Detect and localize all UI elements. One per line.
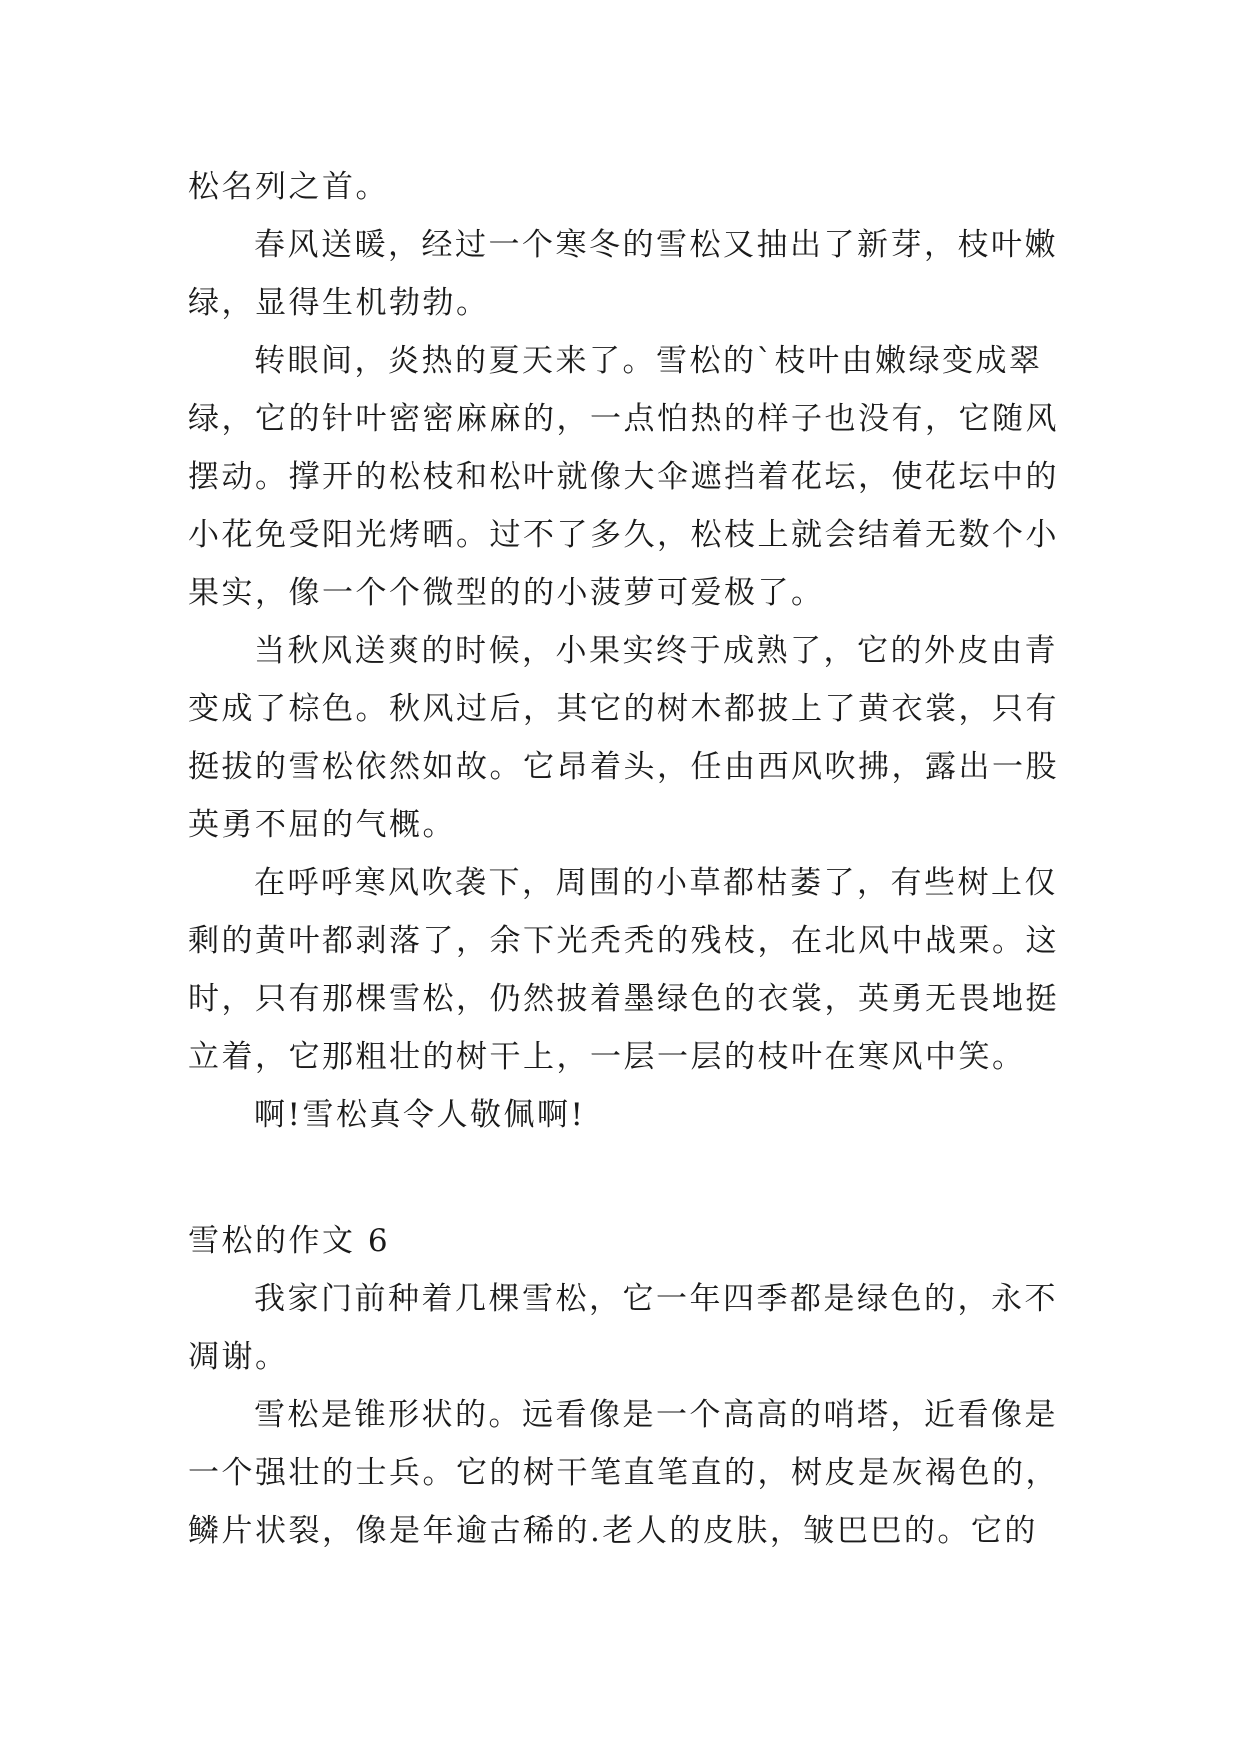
text-line: 英勇不屈的气概。 (188, 807, 456, 843)
paragraph-start-line: 当秋风送爽的时候，小果实终于成熟了，它的外皮由青 (254, 633, 1058, 669)
text-line: 剩的黄叶都剥落了，余下光秃秃的残枝，在北风中战栗。这 (188, 923, 1059, 959)
text-line: 一个强壮的士兵。它的树干笔直笔直的，树皮是灰褐色的， (188, 1455, 1059, 1491)
text-line: 绿，它的针叶密密麻麻的，一点怕热的样子也没有，它随风 (188, 401, 1059, 437)
paragraph-start-line: 春风送暖，经过一个寒冬的雪松又抽出了新芽，枝叶嫩 (254, 227, 1058, 263)
paragraph-start-line: 雪松是锥形状的。远看像是一个高高的哨塔，近看像是 (254, 1397, 1058, 1433)
text-line: 松名列之首。 (188, 169, 389, 205)
text-line: 挺拔的雪松依然如故。它昂着头，任由西风吹拂，露出一股 (188, 749, 1059, 785)
text-line: 小花免受阳光烤晒。过不了多久，松枝上就会结着无数个小 (188, 517, 1059, 553)
text-line: 立着，它那粗壮的树干上，一层一层的枝叶在寒风中笑。 (188, 1039, 1026, 1075)
text-line: 摆动。撑开的松枝和松叶就像大伞遮挡着花坛，使花坛中的 (188, 459, 1059, 495)
text-line: 凋谢。 (188, 1339, 289, 1375)
paragraph-start-line: 在呼呼寒风吹袭下，周围的小草都枯萎了，有些树上仅 (254, 865, 1058, 901)
text-line: 果实，像一个个微型的的小菠萝可爱极了。 (188, 575, 825, 611)
text-line: 绿，显得生机勃勃。 (188, 285, 490, 321)
text-line: 时，只有那棵雪松，仍然披着墨绿色的衣裳，英勇无畏地挺 (188, 981, 1059, 1017)
essay-text (188, 158, 1058, 1560)
text-line: 鳞片状裂，像是年逾古稀的.老人的皮肤，皱巴巴的。它的 (188, 1513, 1038, 1549)
section-gap (188, 1144, 1058, 1212)
paragraph-start-line: 我家门前种着几棵雪松，它一年四季都是绿色的，永不 (254, 1281, 1058, 1317)
text-line: 变成了棕色。秋风过后，其它的树木都披上了黄衣裳，只有 (188, 691, 1059, 727)
section-heading: 雪松的作文 6 (188, 1223, 391, 1259)
paragraph-start-line: 啊!雪松真令人敬佩啊! (254, 1097, 586, 1133)
paragraph-start-line: 转眼间，炎热的夏天来了。雪松的`枝叶由嫩绿变成翠 (254, 343, 1043, 379)
